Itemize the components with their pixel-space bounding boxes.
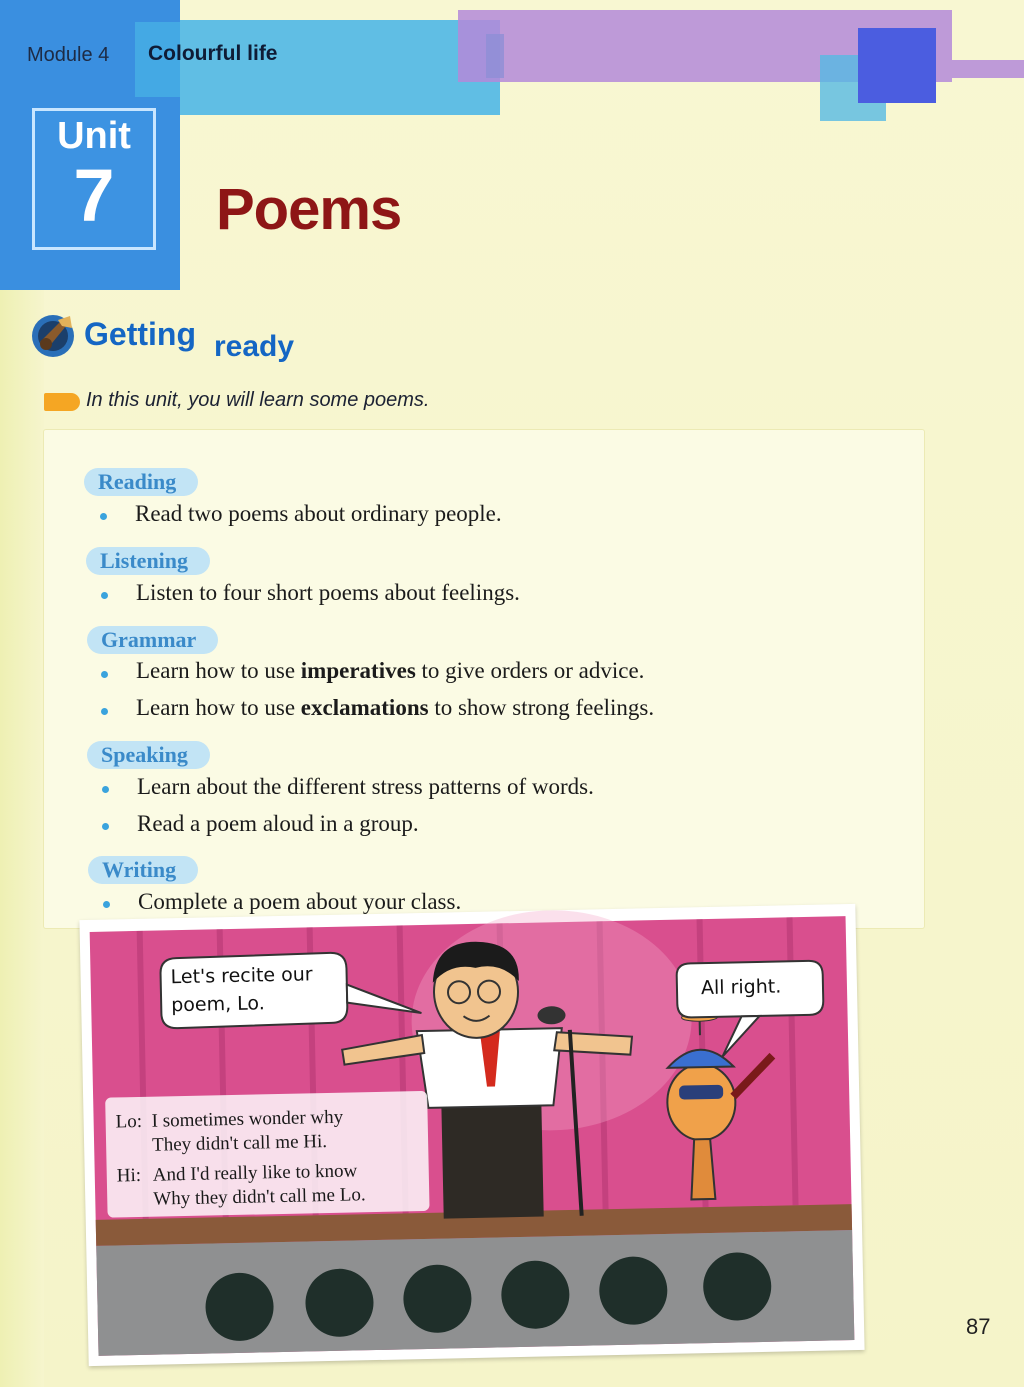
section-tag-writing: Writing bbox=[88, 856, 198, 884]
bullet bbox=[102, 786, 109, 793]
section-tag-reading: Reading bbox=[84, 468, 198, 496]
module-label: Module 4 bbox=[27, 44, 110, 66]
header-block-cyan bbox=[180, 20, 500, 115]
header-block-navy bbox=[858, 28, 936, 103]
poem-speaker: Lo: bbox=[115, 1110, 143, 1133]
speech-bubble-robot-text: All right. bbox=[700, 975, 782, 1000]
intro-marker bbox=[44, 393, 80, 411]
speech-bubble-boy-text bbox=[170, 961, 313, 1019]
unit-word: Unit bbox=[57, 115, 131, 157]
grammar-keyword-imperatives: imperatives bbox=[300, 658, 416, 683]
speaking-item: Read a poem aloud in a group. bbox=[137, 811, 419, 836]
poem-line: I sometimes wonder why bbox=[151, 1106, 344, 1132]
page-margin-strip bbox=[0, 280, 44, 1387]
reading-item: Read two poems about ordinary people. bbox=[135, 501, 502, 526]
speaking-item: Learn about the different stress patterns of words. bbox=[137, 774, 594, 799]
section-tag-speaking: Speaking bbox=[87, 741, 210, 769]
header-block-lilac bbox=[486, 34, 504, 78]
bullet bbox=[101, 708, 108, 715]
page-number: 87 bbox=[966, 1314, 991, 1339]
module-title: Colourful life bbox=[148, 42, 278, 65]
bullet bbox=[101, 671, 108, 678]
section-tag-grammar: Grammar bbox=[87, 626, 218, 654]
speech-line: poem, Lo. bbox=[170, 991, 265, 1016]
objectives-panel bbox=[44, 430, 924, 928]
grammar-item-exclamations bbox=[136, 695, 654, 721]
getting-ready-heading-word1: Getting bbox=[84, 316, 196, 352]
bullet bbox=[102, 823, 109, 830]
grammar-item-text: to give orders or advice. bbox=[415, 658, 645, 683]
page-title: Poems bbox=[216, 177, 402, 242]
listening-item: Listen to four short poems about feelings. bbox=[136, 580, 520, 605]
unit-number: 7 bbox=[73, 154, 115, 237]
speech-line: Let's recite our bbox=[170, 963, 313, 989]
poem-line: And I'd really like to know bbox=[152, 1160, 358, 1186]
bullet bbox=[100, 513, 107, 520]
gramophone-icon bbox=[30, 312, 76, 358]
grammar-keyword-exclamations: exclamations bbox=[300, 695, 429, 720]
unit-badge bbox=[32, 108, 156, 250]
grammar-item-imperatives bbox=[136, 658, 644, 684]
poem-box bbox=[105, 1091, 429, 1218]
writing-item: Complete a poem about your class. bbox=[138, 889, 462, 914]
section-tag-listening: Listening bbox=[86, 547, 210, 575]
grammar-item-text: to show strong feelings. bbox=[428, 695, 655, 720]
grammar-item-text: Learn how to use bbox=[136, 658, 301, 683]
header-block-purple-edge bbox=[952, 60, 1024, 78]
intro-text: In this unit, you will learn some poems. bbox=[86, 389, 430, 411]
stage-illustration bbox=[79, 904, 864, 1366]
bullet bbox=[103, 901, 110, 908]
poem-speaker: Hi: bbox=[116, 1164, 142, 1187]
poem-line: Why they didn't call me Lo. bbox=[153, 1184, 366, 1210]
getting-ready-heading-word2: ready bbox=[214, 330, 295, 363]
bullet bbox=[101, 592, 108, 599]
grammar-item-text: Learn how to use bbox=[136, 695, 301, 720]
poem-line: They didn't call me Hi. bbox=[151, 1131, 328, 1156]
